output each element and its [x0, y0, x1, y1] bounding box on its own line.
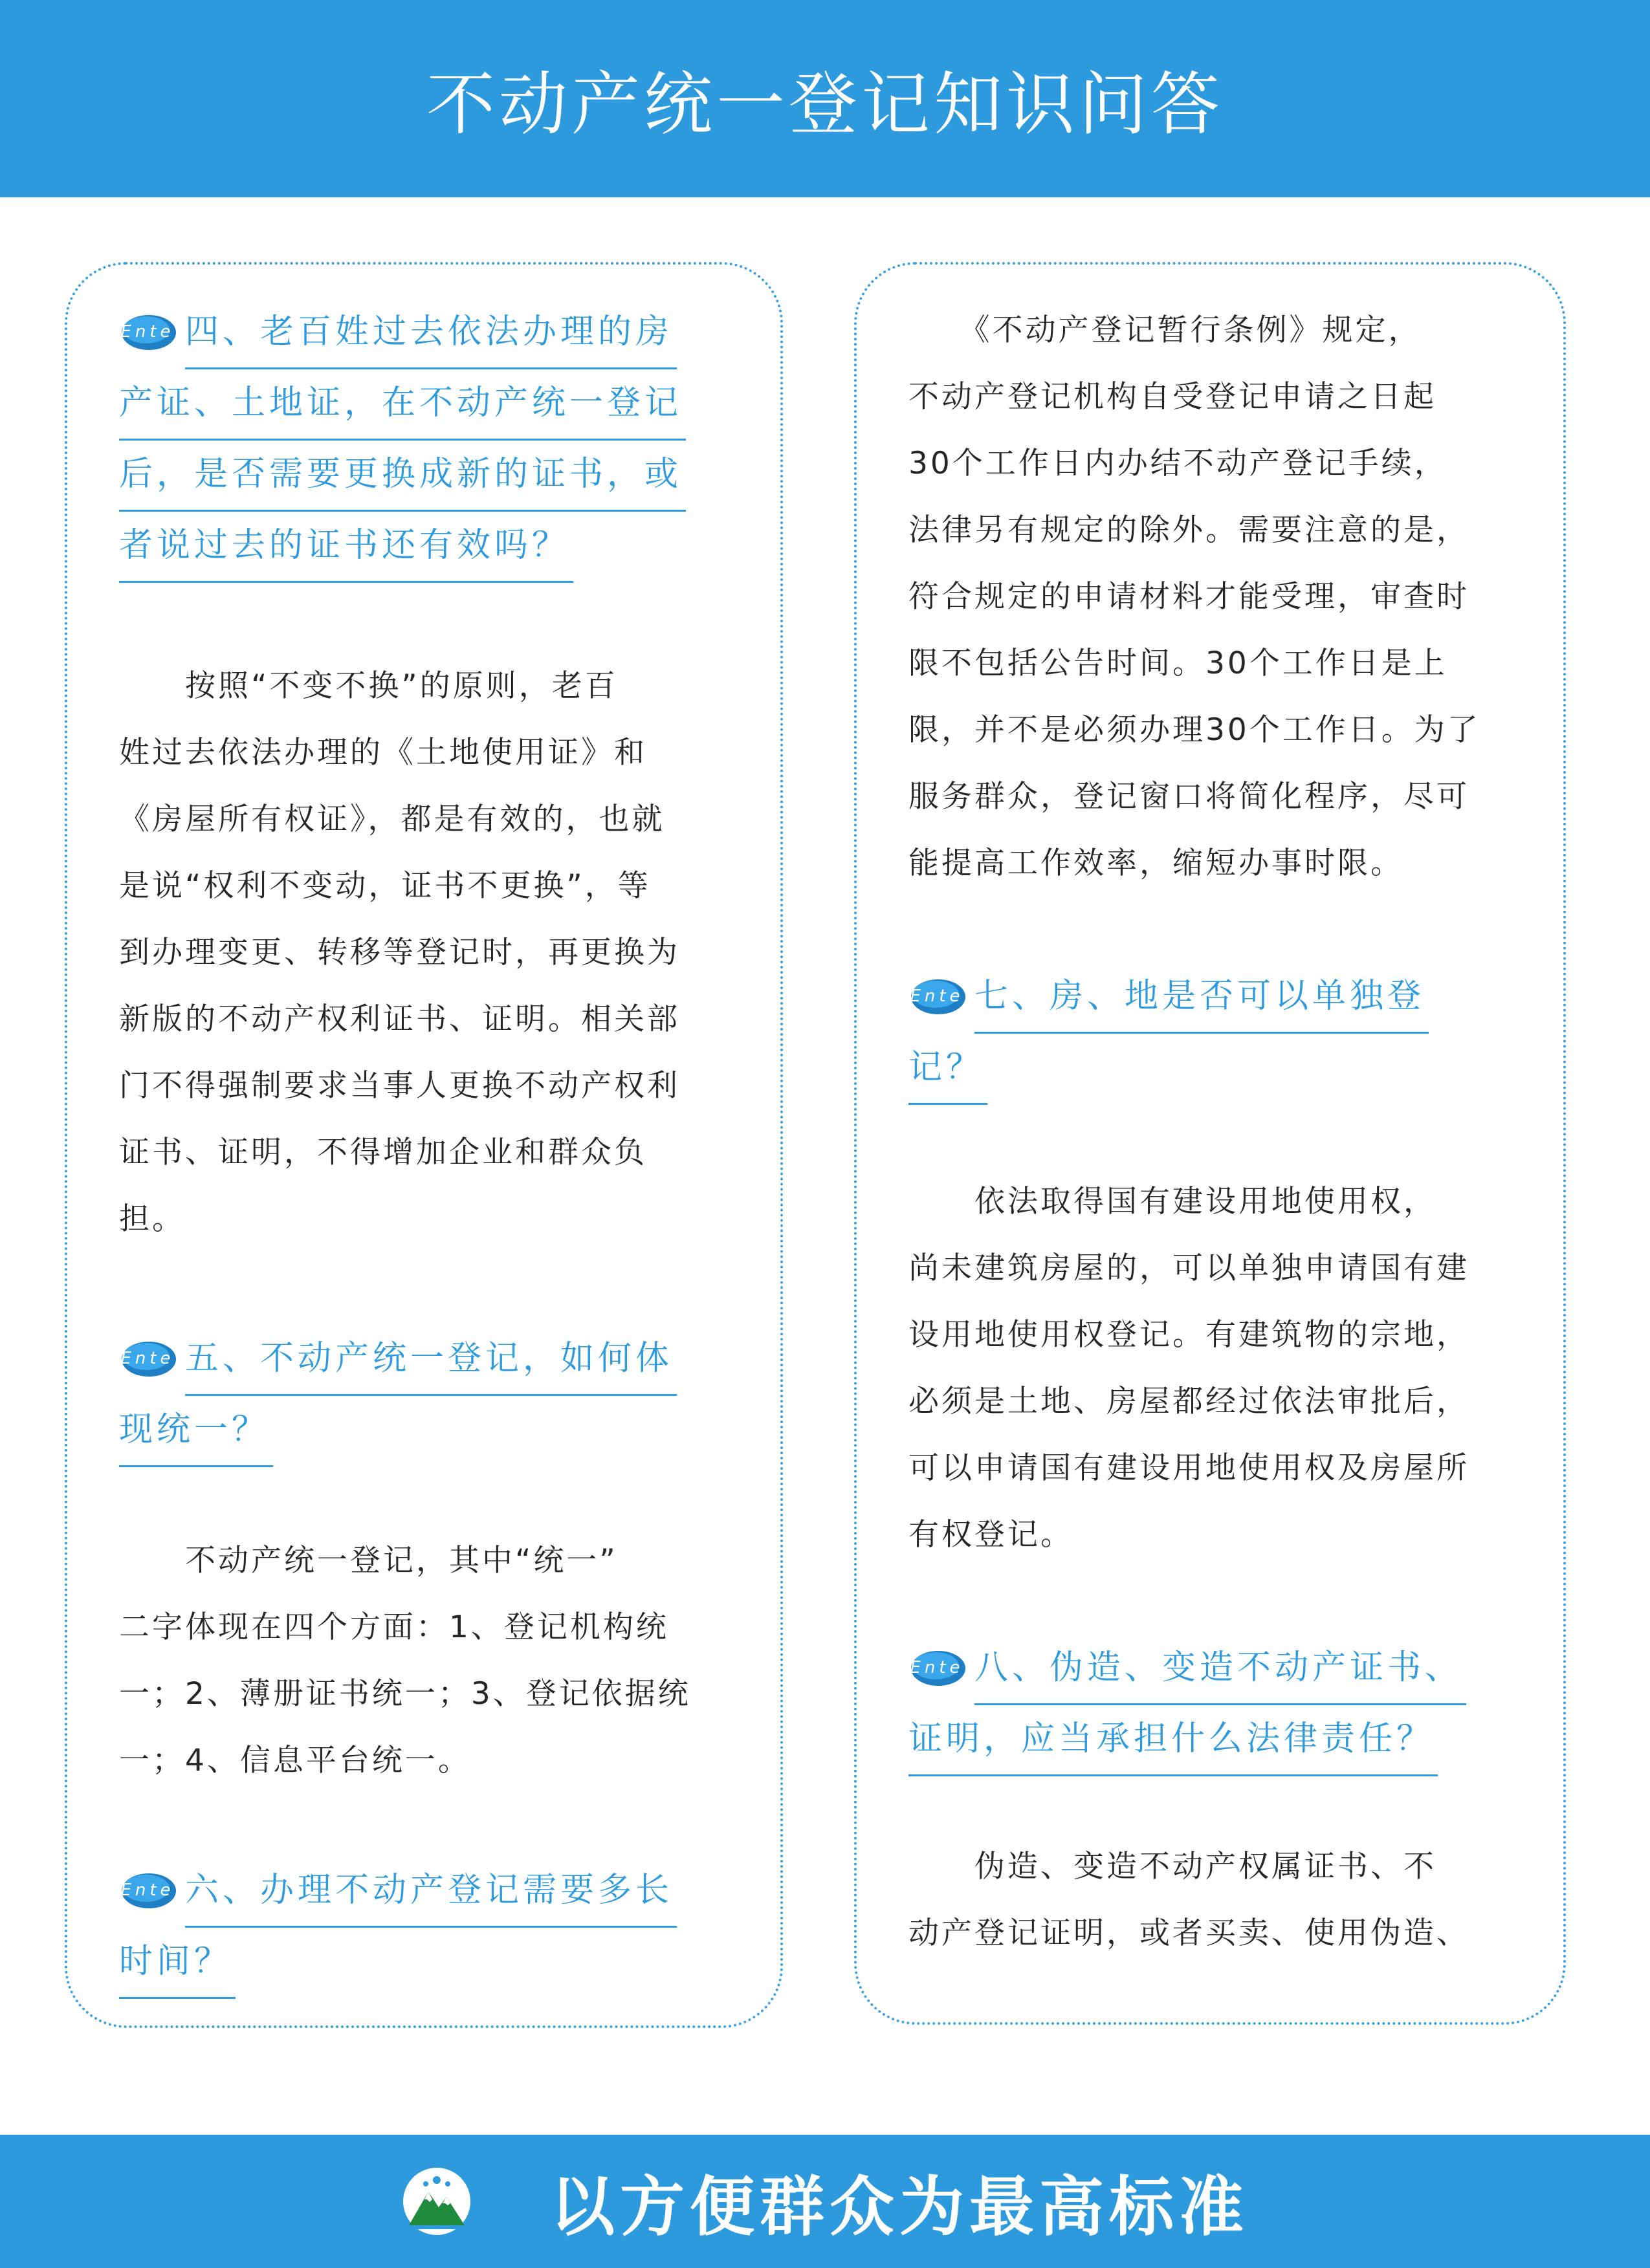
bottom-banner [0, 2135, 1650, 2268]
answer-7-line: 尚未建筑房屋的，可以单独申请国有建 [908, 1250, 1469, 1286]
answer-6-line: 《不动产登记暂行条例》规定， [908, 312, 1422, 348]
svg-text:Ente: Ente [910, 1658, 964, 1677]
answer-7-line: 必须是土地、房屋都经过依法审批后， [908, 1384, 1469, 1419]
answer-6-line: 限，并不是必须办理30个工作日。为了 [908, 712, 1480, 748]
answer-6-line: 服务群众，登记窗口将简化程序，尽可 [908, 779, 1469, 814]
answer-8 [908, 1833, 1512, 1967]
enter-icon [908, 977, 968, 1017]
question-4 [119, 297, 729, 582]
question-4-line-4: 者说过去的证书还有效吗？ [119, 510, 573, 583]
answer-6-line: 限不包括公告时间。30个工作日是上 [908, 646, 1447, 681]
answer-4-line: 姓过去依法办理的《土地使用证》和 [119, 735, 647, 770]
question-4-line-2: 产证、土地证，在不动产统一登记 [119, 367, 686, 441]
answer-5-line: 一；4、信息平台统一。 [119, 1743, 471, 1778]
answer-8-line: 伪造、变造不动产权属证书、不 [908, 1849, 1436, 1884]
enter-icon [119, 1339, 179, 1379]
question-5-line-2: 现统一？ [119, 1394, 273, 1467]
answer-5 [119, 1527, 729, 1794]
question-5 [119, 1324, 729, 1466]
question-8-line-2: 证明，应当承担什么法律责任？ [908, 1703, 1438, 1776]
question-8-line-1: 八、伪造、变造不动产证书、 [974, 1632, 1466, 1705]
answer-4-line: 证书、证明，不得增加企业和群众负 [119, 1135, 647, 1170]
enter-icon [119, 312, 179, 353]
question-8 [908, 1633, 1512, 1775]
answer-7-line: 设用地使用权登记。有建筑物的宗地， [908, 1317, 1469, 1353]
page-title: 不动产统一登记知识问答 [426, 64, 1224, 144]
left-panel [65, 262, 783, 2028]
answer-5-line: 不动产统一登记，其中“统一” [119, 1543, 618, 1578]
answer-7 [908, 1168, 1512, 1568]
answer-5-line: 二字体现在四个方面：1、登记机构统 [119, 1609, 669, 1645]
svg-text:Ente: Ente [120, 322, 175, 342]
answer-4-line: 担。 [119, 1201, 185, 1237]
answer-6-line: 符合规定的申请材料才能受理，审查时 [908, 579, 1469, 615]
right-panel [854, 262, 1566, 2025]
top-banner [0, 0, 1650, 197]
question-6 [119, 1855, 729, 1998]
answer-6-line: 能提高工作效率，缩短办事时限。 [908, 845, 1403, 881]
svg-text:Ente: Ente [120, 1349, 175, 1368]
answer-4-line: 《房屋所有权证》，都是有效的，也就 [119, 801, 665, 837]
answer-4-line: 到办理变更、转移等登记时，再更换为 [119, 935, 680, 970]
question-7-line-1: 七、房、地是否可以单独登 [974, 961, 1429, 1034]
question-4-line-1: 四、老百姓过去依法办理的房 [185, 296, 677, 369]
answer-7-line: 可以申请国有建设用地使用权及房屋所 [908, 1450, 1469, 1486]
question-5-line-1: 五、不动产统一登记，如何体 [185, 1323, 677, 1396]
question-7-line-2: 记？ [908, 1032, 987, 1105]
enter-icon [908, 1648, 968, 1688]
answer-4 [119, 653, 729, 1252]
answer-4-line: 是说“权利不变动，证书不更换”，等 [119, 868, 651, 904]
answer-6-line: 30个工作日内办结不动产登记手续， [908, 446, 1447, 481]
answer-7-line: 依法取得国有建设用地使用权， [908, 1184, 1436, 1219]
question-6-line-2: 时间？ [119, 1926, 236, 1999]
mountain-logo-icon [401, 2166, 472, 2237]
svg-text:Ente: Ente [120, 1881, 175, 1900]
answer-4-line: 按照“不变不换”的原则，老百 [119, 668, 618, 704]
svg-text:Ente: Ente [910, 987, 964, 1006]
enter-icon [119, 1871, 179, 1911]
answer-6 [908, 297, 1512, 897]
answer-7-line: 有权登记。 [908, 1517, 1073, 1553]
answer-8-line: 动产登记证明，或者买卖、使用伪造、 [908, 1915, 1469, 1951]
question-7 [908, 961, 1512, 1104]
answer-4-line: 新版的不动产权利证书、证明。相关部 [119, 1001, 680, 1037]
answer-5-line: 一；2、薄册证书统一；3、登记依据统 [119, 1676, 691, 1712]
answer-6-line: 不动产登记机构自受登记申请之日起 [908, 379, 1436, 415]
answer-6-line: 法律另有规定的除外。需要注意的是， [908, 512, 1469, 548]
footer-slogan: 以方便群众为最高标准 [550, 2169, 1249, 2245]
question-6-line-1: 六、办理不动产登记需要多长 [185, 1855, 677, 1928]
question-4-line-3: 后，是否需要更换成新的证书，或 [119, 439, 686, 512]
answer-4-line: 门不得强制要求当事人更换不动产权利 [119, 1068, 680, 1104]
